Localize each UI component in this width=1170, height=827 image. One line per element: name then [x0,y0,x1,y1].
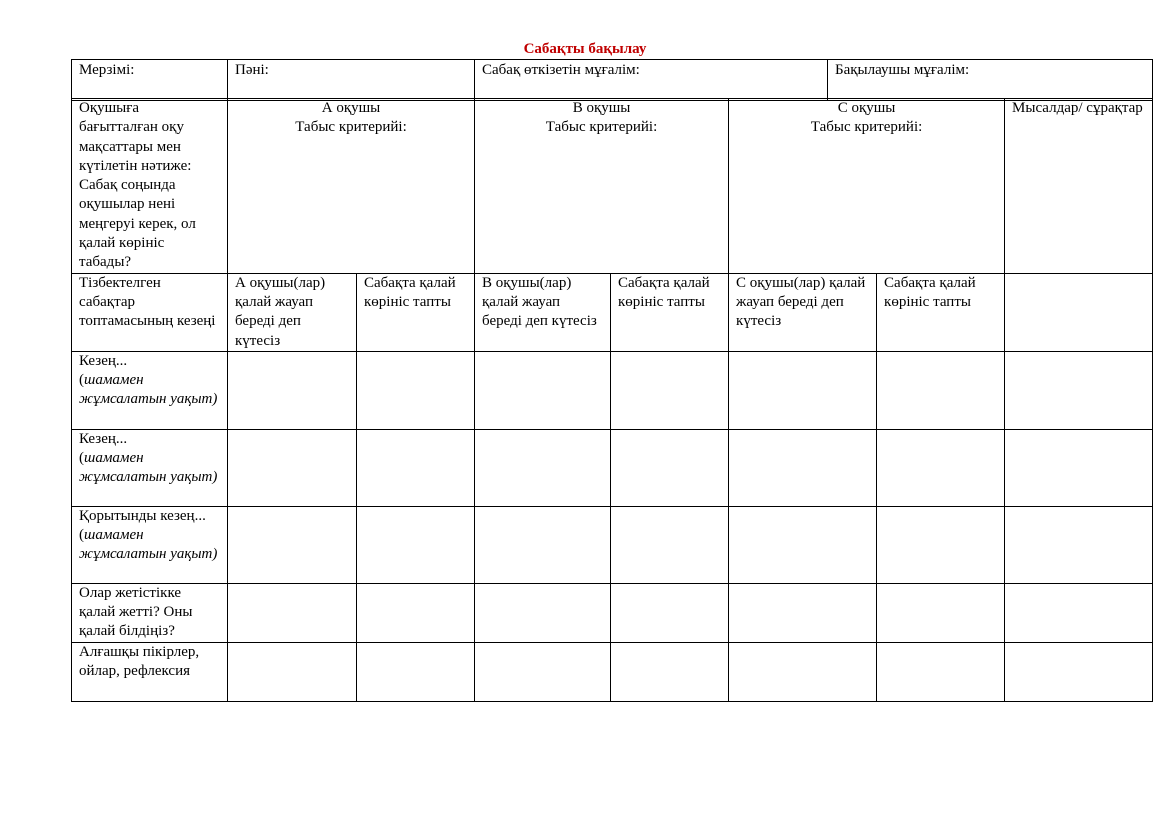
stage-title: Кезең... [79,352,128,369]
paren: ) [212,546,218,563]
student-b-heading: В оқушы [572,100,631,116]
input-cell[interactable] [475,351,611,429]
student-a-criteria-cell[interactable] [228,99,475,274]
input-cell[interactable] [228,351,357,429]
table-row [72,351,1153,429]
input-cell[interactable] [357,642,475,701]
input-cell[interactable] [228,642,357,701]
student-c-criteria-cell[interactable] [729,99,1005,274]
input-cell[interactable] [475,583,611,642]
stage-title: Кезең... [79,430,128,447]
input-cell[interactable] [877,429,1005,506]
input-cell[interactable] [611,642,729,701]
observer-label: Бақылаушы мұғалім: [835,62,970,78]
stage-header-empty-cell[interactable] [1005,273,1153,351]
input-cell[interactable] [611,429,729,506]
a-expect-label: А оқушы(лар) қалай жауап береді деп күтесіз [228,273,357,351]
student-b-criteria-label: Табыс критерийі: [545,119,658,136]
input-cell[interactable] [729,583,877,642]
input-cell[interactable] [1005,583,1153,642]
input-cell[interactable] [228,583,357,642]
table-row [72,583,1153,642]
date-cell[interactable] [72,60,228,101]
stage-2-label [72,429,228,506]
stage-1-label [72,351,228,429]
time-note: шамамен жұмсалатын уақыт [79,527,213,563]
input-cell[interactable] [357,429,475,506]
page-title: Сабақты бақылау [523,41,647,57]
input-cell[interactable] [1005,642,1153,701]
input-cell[interactable] [357,351,475,429]
teacher-label: Сабақ өткізетін мұғалім: [482,62,640,78]
input-cell[interactable] [877,642,1005,701]
input-cell[interactable] [475,506,611,583]
input-cell[interactable] [729,429,877,506]
date-label: Мерзімі: [79,62,135,78]
input-cell[interactable] [611,583,729,642]
input-cell[interactable] [357,506,475,583]
student-c-heading: С оқушы [837,100,896,116]
achievement-label: Олар жетістікке қалай жетті? Оны қалай білдіңіз? [72,583,228,642]
observation-table [71,98,1153,702]
paren: ) [212,469,218,486]
c-expect-label: С оқушы(лар) қалай жауап береді деп күтесіз [729,273,877,351]
final-stage-label [72,506,228,583]
observer-cell[interactable] [828,60,1153,101]
input-cell[interactable] [475,429,611,506]
objectives-label: Оқушыға бағытталған оқу мақсаттары мен күтілетін нәтиже: Сабақ соңында оқушылар нені меңгеруі керек, ол қалай көрініс табады? [72,99,228,274]
examples-label: Мысалдар/ сұрақтар [1005,99,1153,274]
time-note: шамамен жұмсалатын уақыт [79,372,213,408]
student-a-heading: А оқушы [321,100,381,116]
input-cell[interactable] [611,506,729,583]
input-cell[interactable] [877,583,1005,642]
a-shown-label: Сабақта қалай көрініс тапты [357,273,475,351]
input-cell[interactable] [1005,506,1153,583]
input-cell[interactable] [1005,429,1153,506]
paren: ( [79,450,84,467]
input-cell[interactable] [475,642,611,701]
input-cell[interactable] [357,583,475,642]
objectives-row [72,99,1153,274]
b-expect-label: В оқушы(лар) қалай жауап береді деп күтесіз [475,273,611,351]
paren: ) [212,391,218,408]
header-table [71,59,1153,101]
input-cell[interactable] [1005,351,1153,429]
student-a-criteria-label: Табыс критерийі: [295,119,407,136]
stage-header-row [72,273,1153,351]
subject-cell[interactable] [228,60,475,101]
input-cell[interactable] [877,351,1005,429]
paren: ( [79,527,84,544]
paren: ( [79,372,84,389]
stage-header-label: Тізбектелген сабақтар топтамасының кезеңі [72,273,228,351]
input-cell[interactable] [729,351,877,429]
input-cell[interactable] [228,429,357,506]
stage-title: Қорытынды кезең... [79,507,206,524]
input-cell[interactable] [611,351,729,429]
table-row [72,506,1153,583]
student-c-criteria-label: Табыс критерийі: [810,119,923,136]
time-note: шамамен жұмсалатын уақыт [79,450,213,486]
reflection-label: Алғашқы пікірлер, ойлар, рефлексия [72,642,228,701]
input-cell[interactable] [877,506,1005,583]
teacher-cell[interactable] [475,60,828,101]
table-row [72,642,1153,701]
student-b-criteria-cell[interactable] [475,99,729,274]
input-cell[interactable] [729,642,877,701]
input-cell[interactable] [228,506,357,583]
b-shown-label: Сабақта қалай көрініс тапты [611,273,729,351]
subject-label: Пәні: [235,62,269,78]
table-row [72,429,1153,506]
input-cell[interactable] [729,506,877,583]
c-shown-label: Сабақта қалай көрініс тапты [877,273,1005,351]
